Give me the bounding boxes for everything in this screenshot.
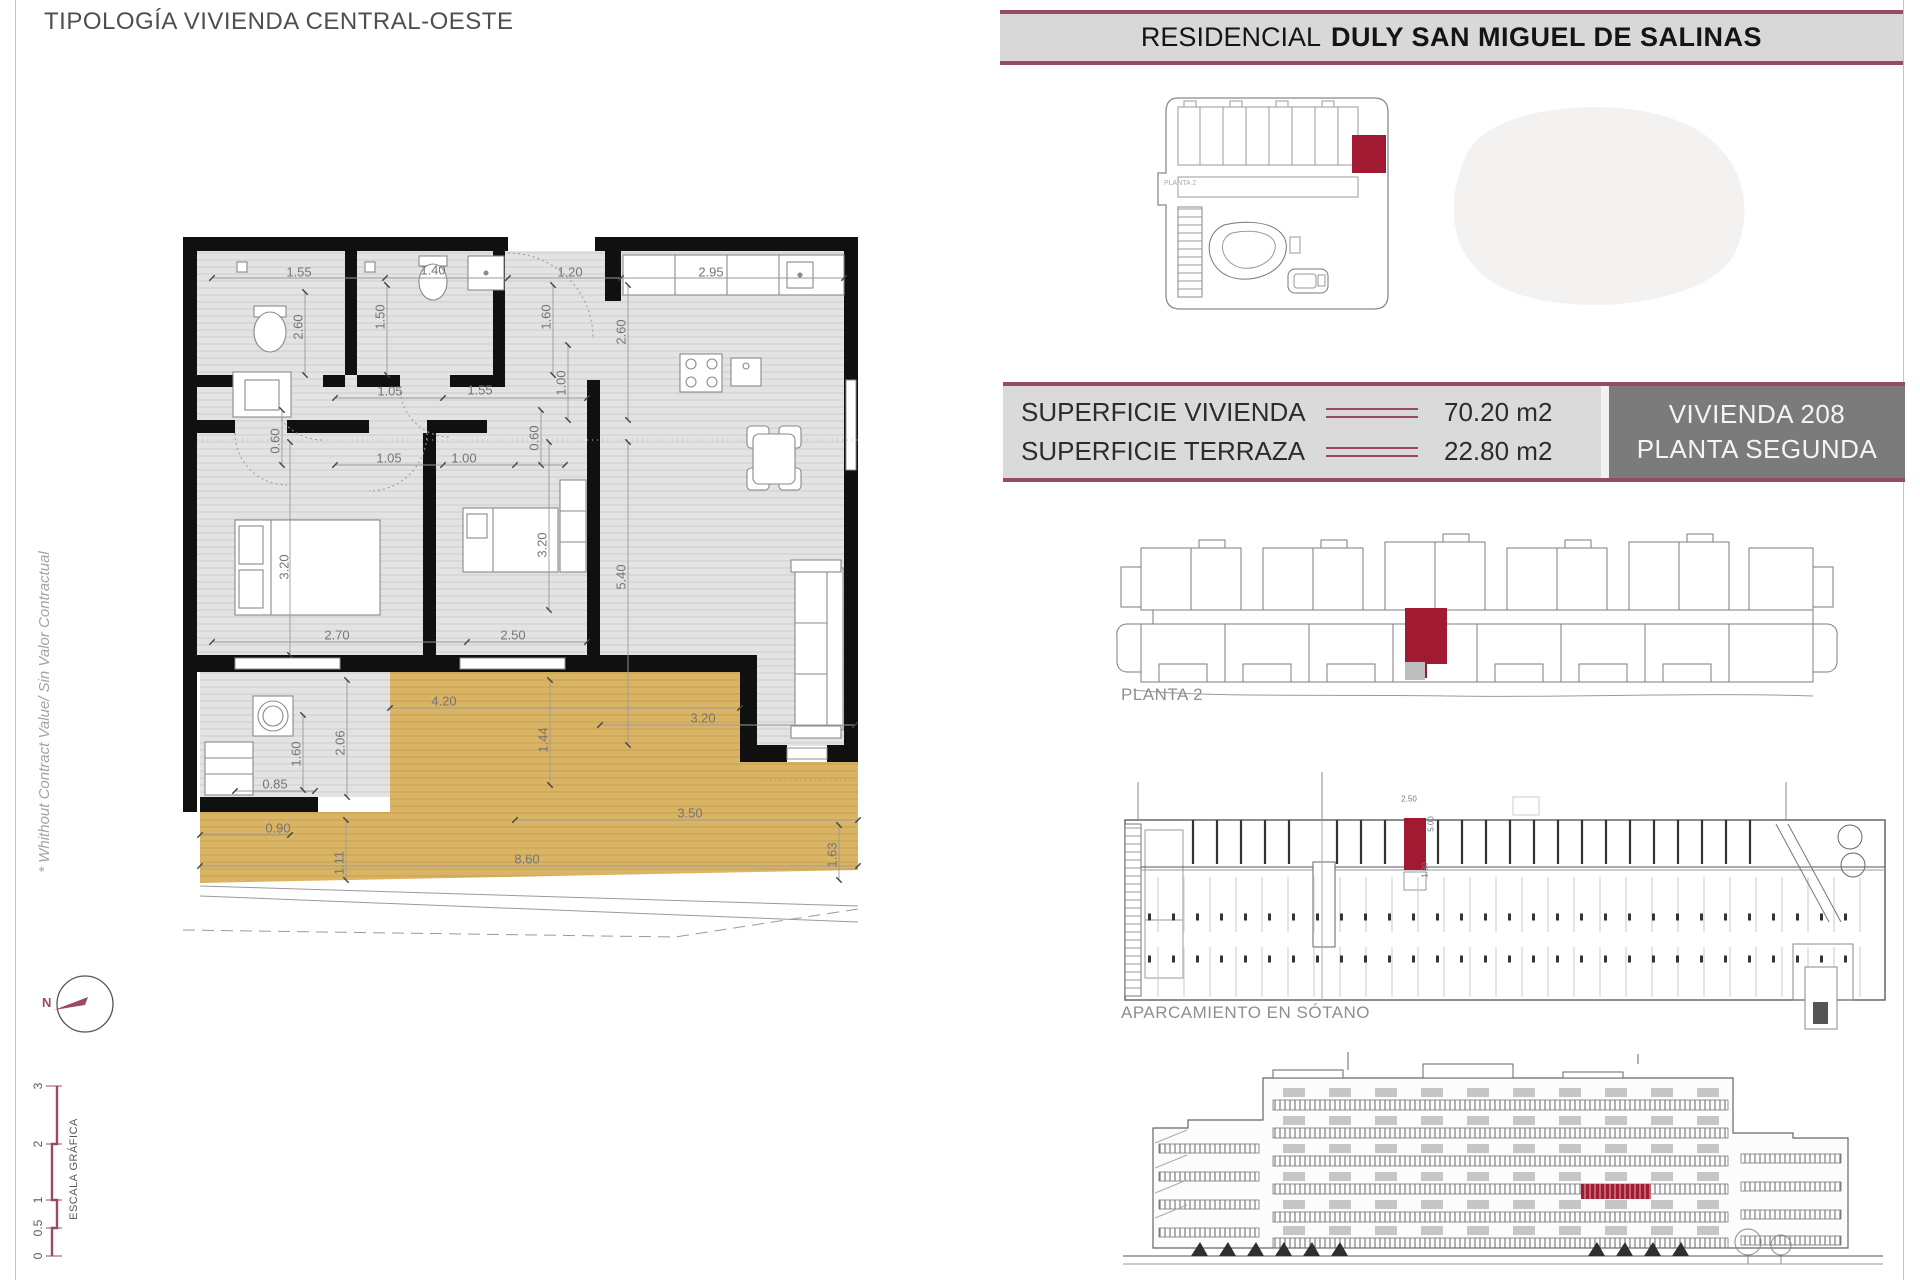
panel-divider: [1601, 386, 1609, 478]
dimension-label: 2.06: [332, 730, 348, 756]
dimension-label: 0.85: [262, 776, 288, 792]
dimension-label: 1.11: [331, 850, 347, 876]
dimension-label: 5.40: [613, 564, 629, 590]
unit-identifier-box: [1609, 386, 1905, 478]
scale-bar: [18, 1060, 98, 1280]
planta2-label: PLANTA 2: [1121, 685, 1204, 704]
surface-rows: [1003, 386, 1601, 478]
project-header: [1000, 10, 1903, 65]
dimension-label: 0.60: [267, 428, 283, 454]
dimension-label: 0.90: [265, 820, 291, 836]
scale-tick-0: 0: [31, 1252, 45, 1260]
parking-label: APARCAMIENTO EN SÓTANO: [1121, 1003, 1371, 1022]
scale-tick-2: 2: [31, 1140, 45, 1148]
leader-line: [1326, 408, 1418, 418]
surface-value: 70.20 m2: [1444, 397, 1553, 427]
dimension-label: 1.00: [451, 450, 477, 466]
dimension-label: 1.63: [824, 842, 840, 868]
dimension-label: 1.00: [553, 370, 569, 396]
dimension-label: 1.05: [377, 383, 403, 399]
page-title: TIPOLOGÍA VIVIENDA CENTRAL-OESTE: [44, 8, 514, 35]
dimension-label: 1.55: [467, 382, 493, 398]
site-plan-mini: [1140, 85, 1405, 320]
dimension-label: 2.50: [1401, 794, 1417, 804]
dimension-label: 1.40: [420, 262, 446, 278]
floor-plan-dimensions: [175, 180, 875, 970]
dimension-label: 3.20: [276, 554, 292, 580]
dimension-label: 2.60: [613, 319, 629, 345]
dimension-label: 2.60: [290, 314, 306, 340]
dimension-label: 3.20: [690, 710, 716, 726]
scale-bar-label: ESCALA GRÁFICA: [68, 1118, 80, 1220]
scale-tick-05: 0.5: [31, 1219, 45, 1237]
dimension-label: 1.20: [557, 264, 583, 280]
surface-label: SUPERFICIE TERRAZA: [1021, 436, 1306, 466]
scale-tick-3: 3: [31, 1082, 45, 1090]
dimension-label: 4.20: [431, 693, 457, 709]
leader-line: [1326, 447, 1418, 457]
dimension-label: 8.60: [514, 851, 540, 867]
surface-label: SUPERFICIE VIVIENDA: [1021, 397, 1306, 427]
scale-tick-1: 1: [31, 1196, 45, 1204]
site-plan-highlight-unit: [1352, 135, 1386, 173]
dimension-label: 1.44: [535, 727, 551, 753]
surface-value: 22.80 m2: [1444, 436, 1553, 466]
dimension-label: 2.50: [500, 627, 526, 643]
dimension-label: 1.80: [1420, 862, 1430, 878]
unit-floor: PLANTA SEGUNDA: [1636, 434, 1878, 464]
dimension-label: 1.05: [376, 450, 402, 466]
parking-stairs: [1125, 824, 1141, 996]
disclaimer-note: * Whithout Contract Value/ Sin Valor Contractual: [36, 551, 53, 873]
dimension-label: 0.60: [526, 425, 542, 451]
landscape-blob: [1405, 88, 1775, 328]
dimension-label: 3.20: [534, 532, 550, 558]
surface-row: [1021, 397, 1583, 428]
surface-info-panel: [1003, 382, 1905, 482]
dimension-label: 5.00: [1426, 816, 1436, 832]
header-project-name: DULY SAN MIGUEL DE SALINAS: [1330, 22, 1763, 52]
dimension-label: 1.60: [288, 741, 304, 767]
dimension-label: 1.60: [538, 304, 554, 330]
header-prefix: RESIDENCIAL: [1140, 22, 1321, 52]
dimension-label: 2.95: [698, 264, 724, 280]
site-plan-stairs: [1178, 207, 1202, 297]
unit-number: VIVIENDA 208: [1668, 398, 1846, 429]
planta2-drawing: [1093, 512, 1893, 712]
dimension-label: 1.50: [372, 304, 388, 330]
parking-drawing: [1093, 712, 1898, 1032]
page-border-left: [15, 0, 16, 1280]
dimension-label: 1.55: [286, 264, 312, 280]
surface-row: [1021, 436, 1583, 467]
site-plan-level-label: PLANTA 2: [1164, 180, 1197, 187]
elevation-drawing: [1093, 1048, 1905, 1280]
dimension-label: 3.50: [677, 805, 703, 821]
dimension-label: 2.70: [324, 627, 350, 643]
compass-needle: [54, 997, 88, 1010]
compass-north-label: N: [42, 995, 52, 1010]
